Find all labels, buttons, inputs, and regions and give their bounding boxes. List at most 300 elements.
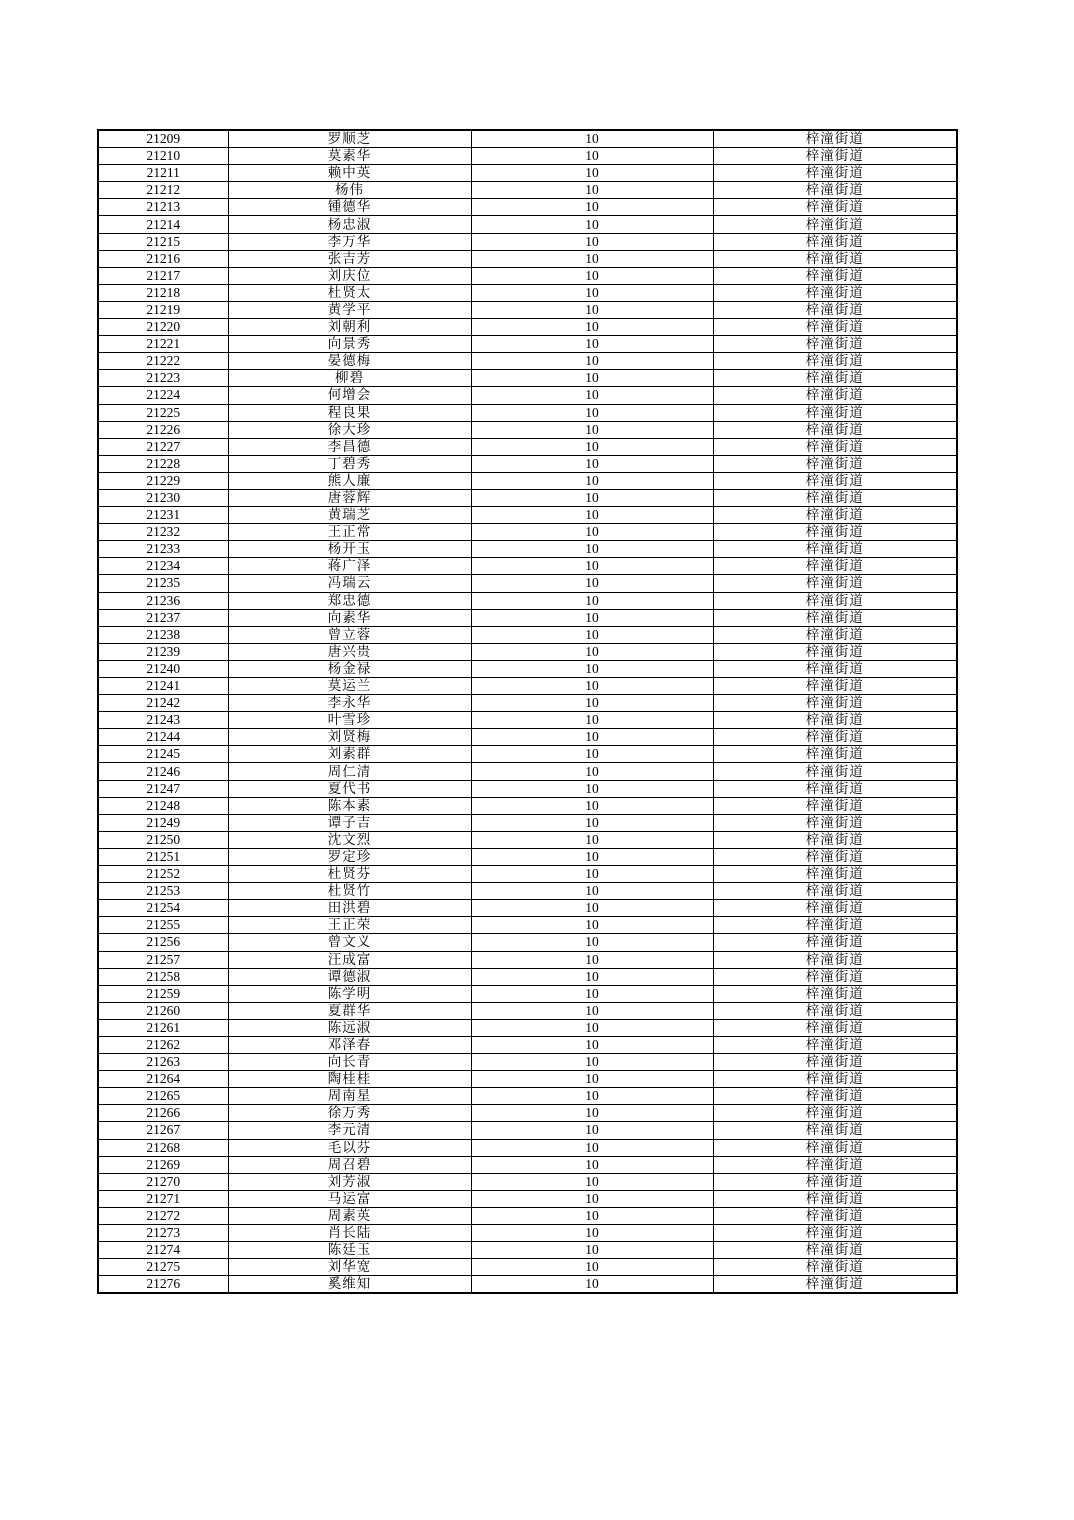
street-cell: 梓潼街道 — [713, 353, 957, 370]
amount-cell: 10 — [471, 951, 713, 968]
name-cell: 陶桂桂 — [228, 1071, 471, 1088]
id-cell: 21228 — [98, 455, 228, 472]
table-row — [98, 1156, 957, 1173]
table-row — [98, 130, 957, 148]
street-cell: 梓潼街道 — [713, 660, 957, 677]
amount-cell: 10 — [471, 643, 713, 660]
amount-cell: 10 — [471, 455, 713, 472]
street-cell: 梓潼街道 — [713, 1122, 957, 1139]
amount-cell: 10 — [471, 438, 713, 455]
id-cell: 21267 — [98, 1122, 228, 1139]
amount-cell: 10 — [471, 1088, 713, 1105]
street-cell: 梓潼街道 — [713, 558, 957, 575]
name-cell: 罗定珍 — [228, 848, 471, 865]
table-row — [98, 199, 957, 216]
table-row — [98, 421, 957, 438]
street-cell: 梓潼街道 — [713, 900, 957, 917]
name-cell: 刘芳淑 — [228, 1173, 471, 1190]
name-cell: 陈本素 — [228, 797, 471, 814]
name-cell: 田洪碧 — [228, 900, 471, 917]
amount-cell: 10 — [471, 130, 713, 148]
id-cell: 21244 — [98, 729, 228, 746]
street-cell: 梓潼街道 — [713, 1276, 957, 1294]
amount-cell: 10 — [471, 1207, 713, 1224]
id-cell: 21254 — [98, 900, 228, 917]
amount-cell: 10 — [471, 729, 713, 746]
name-cell: 毛以芬 — [228, 1139, 471, 1156]
table-row — [98, 507, 957, 524]
name-cell: 张吉芳 — [228, 250, 471, 267]
street-cell: 梓潼街道 — [713, 233, 957, 250]
id-cell: 21231 — [98, 507, 228, 524]
table-row — [98, 848, 957, 865]
id-cell: 21237 — [98, 609, 228, 626]
street-cell: 梓潼街道 — [713, 1259, 957, 1276]
amount-cell: 10 — [471, 1105, 713, 1122]
name-cell: 丁碧秀 — [228, 455, 471, 472]
table-row — [98, 746, 957, 763]
id-cell: 21270 — [98, 1173, 228, 1190]
id-cell: 21230 — [98, 489, 228, 506]
name-cell: 陈廷玉 — [228, 1242, 471, 1259]
amount-cell: 10 — [471, 1122, 713, 1139]
id-cell: 21242 — [98, 695, 228, 712]
street-cell: 梓潼街道 — [713, 1036, 957, 1053]
table-row — [98, 438, 957, 455]
table-row — [98, 524, 957, 541]
table-row — [98, 267, 957, 284]
table-row — [98, 1002, 957, 1019]
id-cell: 21253 — [98, 883, 228, 900]
name-cell: 莫运兰 — [228, 678, 471, 695]
table-row — [98, 489, 957, 506]
id-cell: 21258 — [98, 968, 228, 985]
amount-cell: 10 — [471, 609, 713, 626]
amount-cell: 10 — [471, 267, 713, 284]
street-cell: 梓潼街道 — [713, 1019, 957, 1036]
amount-cell: 10 — [471, 1242, 713, 1259]
amount-cell: 10 — [471, 233, 713, 250]
name-cell: 邓泽春 — [228, 1036, 471, 1053]
street-cell: 梓潼街道 — [713, 319, 957, 336]
id-cell: 21233 — [98, 541, 228, 558]
street-cell: 梓潼街道 — [713, 1105, 957, 1122]
name-cell: 杜贤芬 — [228, 866, 471, 883]
table-row — [98, 763, 957, 780]
amount-cell: 10 — [471, 848, 713, 865]
name-cell: 刘庆位 — [228, 267, 471, 284]
name-cell: 谭德淑 — [228, 968, 471, 985]
name-cell: 李元清 — [228, 1122, 471, 1139]
table-row — [98, 729, 957, 746]
table-row — [98, 1054, 957, 1071]
table-row — [98, 626, 957, 643]
id-cell: 21255 — [98, 917, 228, 934]
table-row — [98, 917, 957, 934]
id-cell: 21222 — [98, 353, 228, 370]
table-row — [98, 1242, 957, 1259]
table-row — [98, 678, 957, 695]
id-cell: 21274 — [98, 1242, 228, 1259]
name-cell: 夏代书 — [228, 780, 471, 797]
street-cell: 梓潼街道 — [713, 250, 957, 267]
street-cell: 梓潼街道 — [713, 1242, 957, 1259]
id-cell: 21276 — [98, 1276, 228, 1294]
id-cell: 21251 — [98, 848, 228, 865]
id-cell: 21240 — [98, 660, 228, 677]
street-cell: 梓潼街道 — [713, 165, 957, 182]
street-cell: 梓潼街道 — [713, 780, 957, 797]
amount-cell: 10 — [471, 1225, 713, 1242]
street-cell: 梓潼街道 — [713, 968, 957, 985]
id-cell: 21249 — [98, 814, 228, 831]
street-cell: 梓潼街道 — [713, 370, 957, 387]
id-cell: 21260 — [98, 1002, 228, 1019]
street-cell: 梓潼街道 — [713, 1139, 957, 1156]
name-cell: 曾文义 — [228, 934, 471, 951]
table-row — [98, 831, 957, 848]
street-cell: 梓潼街道 — [713, 985, 957, 1002]
name-cell: 徐万秀 — [228, 1105, 471, 1122]
street-cell: 梓潼街道 — [713, 404, 957, 421]
street-cell: 梓潼街道 — [713, 267, 957, 284]
table-row — [98, 609, 957, 626]
street-cell: 梓潼街道 — [713, 763, 957, 780]
name-cell: 莫素华 — [228, 148, 471, 165]
street-cell: 梓潼街道 — [713, 541, 957, 558]
street-cell: 梓潼街道 — [713, 387, 957, 404]
name-cell: 向素华 — [228, 609, 471, 626]
id-cell: 21247 — [98, 780, 228, 797]
amount-cell: 10 — [471, 301, 713, 318]
street-cell: 梓潼街道 — [713, 831, 957, 848]
table-row — [98, 1036, 957, 1053]
amount-cell: 10 — [471, 695, 713, 712]
name-cell: 刘素群 — [228, 746, 471, 763]
id-cell: 21266 — [98, 1105, 228, 1122]
table-row — [98, 472, 957, 489]
id-cell: 21252 — [98, 866, 228, 883]
name-cell: 夏群华 — [228, 1002, 471, 1019]
table-row — [98, 1225, 957, 1242]
table-row — [98, 1019, 957, 1036]
street-cell: 梓潼街道 — [713, 472, 957, 489]
table-row — [98, 541, 957, 558]
name-cell: 沈文烈 — [228, 831, 471, 848]
amount-cell: 10 — [471, 284, 713, 301]
id-cell: 21227 — [98, 438, 228, 455]
street-cell: 梓潼街道 — [713, 917, 957, 934]
id-cell: 21223 — [98, 370, 228, 387]
amount-cell: 10 — [471, 319, 713, 336]
id-cell: 21235 — [98, 575, 228, 592]
name-cell: 晏德梅 — [228, 353, 471, 370]
amount-cell: 10 — [471, 626, 713, 643]
roster-table — [97, 129, 958, 1294]
name-cell: 唐蓉辉 — [228, 489, 471, 506]
name-cell: 罗顺芝 — [228, 130, 471, 148]
amount-cell: 10 — [471, 1071, 713, 1088]
street-cell: 梓潼街道 — [713, 1054, 957, 1071]
street-cell: 梓潼街道 — [713, 626, 957, 643]
street-cell: 梓潼街道 — [713, 216, 957, 233]
name-cell: 李昌德 — [228, 438, 471, 455]
street-cell: 梓潼街道 — [713, 695, 957, 712]
amount-cell: 10 — [471, 712, 713, 729]
street-cell: 梓潼街道 — [713, 148, 957, 165]
street-cell: 梓潼街道 — [713, 609, 957, 626]
id-cell: 21248 — [98, 797, 228, 814]
amount-cell: 10 — [471, 404, 713, 421]
id-cell: 21217 — [98, 267, 228, 284]
street-cell: 梓潼街道 — [713, 507, 957, 524]
street-cell: 梓潼街道 — [713, 951, 957, 968]
id-cell: 21265 — [98, 1088, 228, 1105]
amount-cell: 10 — [471, 541, 713, 558]
table-row — [98, 387, 957, 404]
id-cell: 21219 — [98, 301, 228, 318]
name-cell: 柳碧 — [228, 370, 471, 387]
amount-cell: 10 — [471, 507, 713, 524]
amount-cell: 10 — [471, 489, 713, 506]
table-row — [98, 558, 957, 575]
table-row — [98, 233, 957, 250]
amount-cell: 10 — [471, 148, 713, 165]
street-cell: 梓潼街道 — [713, 883, 957, 900]
table-row — [98, 1088, 957, 1105]
name-cell: 唐兴贵 — [228, 643, 471, 660]
street-cell: 梓潼街道 — [713, 1156, 957, 1173]
amount-cell: 10 — [471, 1139, 713, 1156]
street-cell: 梓潼街道 — [713, 866, 957, 883]
table-row — [98, 814, 957, 831]
id-cell: 21209 — [98, 130, 228, 148]
amount-cell: 10 — [471, 678, 713, 695]
name-cell: 王正常 — [228, 524, 471, 541]
name-cell: 向景秀 — [228, 336, 471, 353]
table-row — [98, 695, 957, 712]
id-cell: 21234 — [98, 558, 228, 575]
id-cell: 21264 — [98, 1071, 228, 1088]
table-row — [98, 1207, 957, 1224]
table-row — [98, 1190, 957, 1207]
amount-cell: 10 — [471, 1019, 713, 1036]
street-cell: 梓潼街道 — [713, 814, 957, 831]
amount-cell: 10 — [471, 1276, 713, 1294]
name-cell: 刘华宽 — [228, 1259, 471, 1276]
name-cell: 曾立蓉 — [228, 626, 471, 643]
street-cell: 梓潼街道 — [713, 1225, 957, 1242]
name-cell: 周素英 — [228, 1207, 471, 1224]
table-row — [98, 1105, 957, 1122]
street-cell: 梓潼街道 — [713, 1071, 957, 1088]
street-cell: 梓潼街道 — [713, 336, 957, 353]
id-cell: 21256 — [98, 934, 228, 951]
roster-table-body — [98, 130, 957, 1293]
id-cell: 21269 — [98, 1156, 228, 1173]
name-cell: 周召碧 — [228, 1156, 471, 1173]
id-cell: 21263 — [98, 1054, 228, 1071]
name-cell: 周南星 — [228, 1088, 471, 1105]
street-cell: 梓潼街道 — [713, 797, 957, 814]
name-cell: 程良果 — [228, 404, 471, 421]
street-cell: 梓潼街道 — [713, 643, 957, 660]
street-cell: 梓潼街道 — [713, 1173, 957, 1190]
street-cell: 梓潼街道 — [713, 848, 957, 865]
id-cell: 21210 — [98, 148, 228, 165]
table-row — [98, 951, 957, 968]
table-row — [98, 216, 957, 233]
amount-cell: 10 — [471, 780, 713, 797]
name-cell: 杨忠淑 — [228, 216, 471, 233]
amount-cell: 10 — [471, 763, 713, 780]
street-cell: 梓潼街道 — [713, 455, 957, 472]
name-cell: 肖长陆 — [228, 1225, 471, 1242]
amount-cell: 10 — [471, 421, 713, 438]
amount-cell: 10 — [471, 216, 713, 233]
id-cell: 21259 — [98, 985, 228, 1002]
street-cell: 梓潼街道 — [713, 1207, 957, 1224]
street-cell: 梓潼街道 — [713, 421, 957, 438]
table-row — [98, 165, 957, 182]
id-cell: 21232 — [98, 524, 228, 541]
id-cell: 21236 — [98, 592, 228, 609]
name-cell: 刘贤梅 — [228, 729, 471, 746]
name-cell: 熊人廉 — [228, 472, 471, 489]
table-row — [98, 968, 957, 985]
amount-cell: 10 — [471, 1036, 713, 1053]
street-cell: 梓潼街道 — [713, 1190, 957, 1207]
id-cell: 21262 — [98, 1036, 228, 1053]
table-row — [98, 866, 957, 883]
id-cell: 21268 — [98, 1139, 228, 1156]
amount-cell: 10 — [471, 558, 713, 575]
amount-cell: 10 — [471, 1190, 713, 1207]
street-cell: 梓潼街道 — [713, 1002, 957, 1019]
name-cell: 向长青 — [228, 1054, 471, 1071]
table-row — [98, 643, 957, 660]
document-page — [97, 129, 956, 1294]
name-cell: 马运富 — [228, 1190, 471, 1207]
name-cell: 李永华 — [228, 695, 471, 712]
street-cell: 梓潼街道 — [713, 199, 957, 216]
name-cell: 谭子吉 — [228, 814, 471, 831]
street-cell: 梓潼街道 — [713, 729, 957, 746]
amount-cell: 10 — [471, 182, 713, 199]
id-cell: 21257 — [98, 951, 228, 968]
table-row — [98, 1276, 957, 1294]
amount-cell: 10 — [471, 883, 713, 900]
name-cell: 陈学明 — [228, 985, 471, 1002]
table-row — [98, 1122, 957, 1139]
table-row — [98, 883, 957, 900]
name-cell: 冯瑞云 — [228, 575, 471, 592]
id-cell: 21213 — [98, 199, 228, 216]
amount-cell: 10 — [471, 746, 713, 763]
id-cell: 21220 — [98, 319, 228, 336]
id-cell: 21250 — [98, 831, 228, 848]
amount-cell: 10 — [471, 370, 713, 387]
table-row — [98, 404, 957, 421]
id-cell: 21245 — [98, 746, 228, 763]
street-cell: 梓潼街道 — [713, 284, 957, 301]
amount-cell: 10 — [471, 968, 713, 985]
name-cell: 奚维知 — [228, 1276, 471, 1294]
name-cell: 锺德华 — [228, 199, 471, 216]
amount-cell: 10 — [471, 1173, 713, 1190]
table-row — [98, 900, 957, 917]
amount-cell: 10 — [471, 250, 713, 267]
street-cell: 梓潼街道 — [713, 712, 957, 729]
name-cell: 杜贤竹 — [228, 883, 471, 900]
street-cell: 梓潼街道 — [713, 301, 957, 318]
amount-cell: 10 — [471, 1054, 713, 1071]
table-row — [98, 985, 957, 1002]
id-cell: 21214 — [98, 216, 228, 233]
street-cell: 梓潼街道 — [713, 489, 957, 506]
table-row — [98, 301, 957, 318]
street-cell: 梓潼街道 — [713, 575, 957, 592]
id-cell: 21239 — [98, 643, 228, 660]
table-row — [98, 1071, 957, 1088]
amount-cell: 10 — [471, 575, 713, 592]
id-cell: 21273 — [98, 1225, 228, 1242]
table-row — [98, 712, 957, 729]
amount-cell: 10 — [471, 985, 713, 1002]
table-row — [98, 934, 957, 951]
name-cell: 刘朝利 — [228, 319, 471, 336]
name-cell: 杨开玉 — [228, 541, 471, 558]
table-row — [98, 455, 957, 472]
amount-cell: 10 — [471, 472, 713, 489]
name-cell: 黄瑞芝 — [228, 507, 471, 524]
street-cell: 梓潼街道 — [713, 182, 957, 199]
amount-cell: 10 — [471, 900, 713, 917]
street-cell: 梓潼街道 — [713, 934, 957, 951]
table-row — [98, 370, 957, 387]
id-cell: 21216 — [98, 250, 228, 267]
id-cell: 21221 — [98, 336, 228, 353]
amount-cell: 10 — [471, 199, 713, 216]
table-row — [98, 336, 957, 353]
id-cell: 21224 — [98, 387, 228, 404]
table-row — [98, 592, 957, 609]
id-cell: 21246 — [98, 763, 228, 780]
id-cell: 21215 — [98, 233, 228, 250]
id-cell: 21211 — [98, 165, 228, 182]
name-cell: 叶雪珍 — [228, 712, 471, 729]
street-cell: 梓潼街道 — [713, 438, 957, 455]
amount-cell: 10 — [471, 831, 713, 848]
name-cell: 陈远淑 — [228, 1019, 471, 1036]
amount-cell: 10 — [471, 336, 713, 353]
id-cell: 21271 — [98, 1190, 228, 1207]
amount-cell: 10 — [471, 353, 713, 370]
amount-cell: 10 — [471, 592, 713, 609]
id-cell: 21229 — [98, 472, 228, 489]
table-row — [98, 1173, 957, 1190]
id-cell: 21241 — [98, 678, 228, 695]
amount-cell: 10 — [471, 866, 713, 883]
table-row — [98, 182, 957, 199]
name-cell: 蒋广泽 — [228, 558, 471, 575]
amount-cell: 10 — [471, 797, 713, 814]
amount-cell: 10 — [471, 1156, 713, 1173]
street-cell: 梓潼街道 — [713, 746, 957, 763]
name-cell: 何增会 — [228, 387, 471, 404]
table-row — [98, 797, 957, 814]
id-cell: 21261 — [98, 1019, 228, 1036]
